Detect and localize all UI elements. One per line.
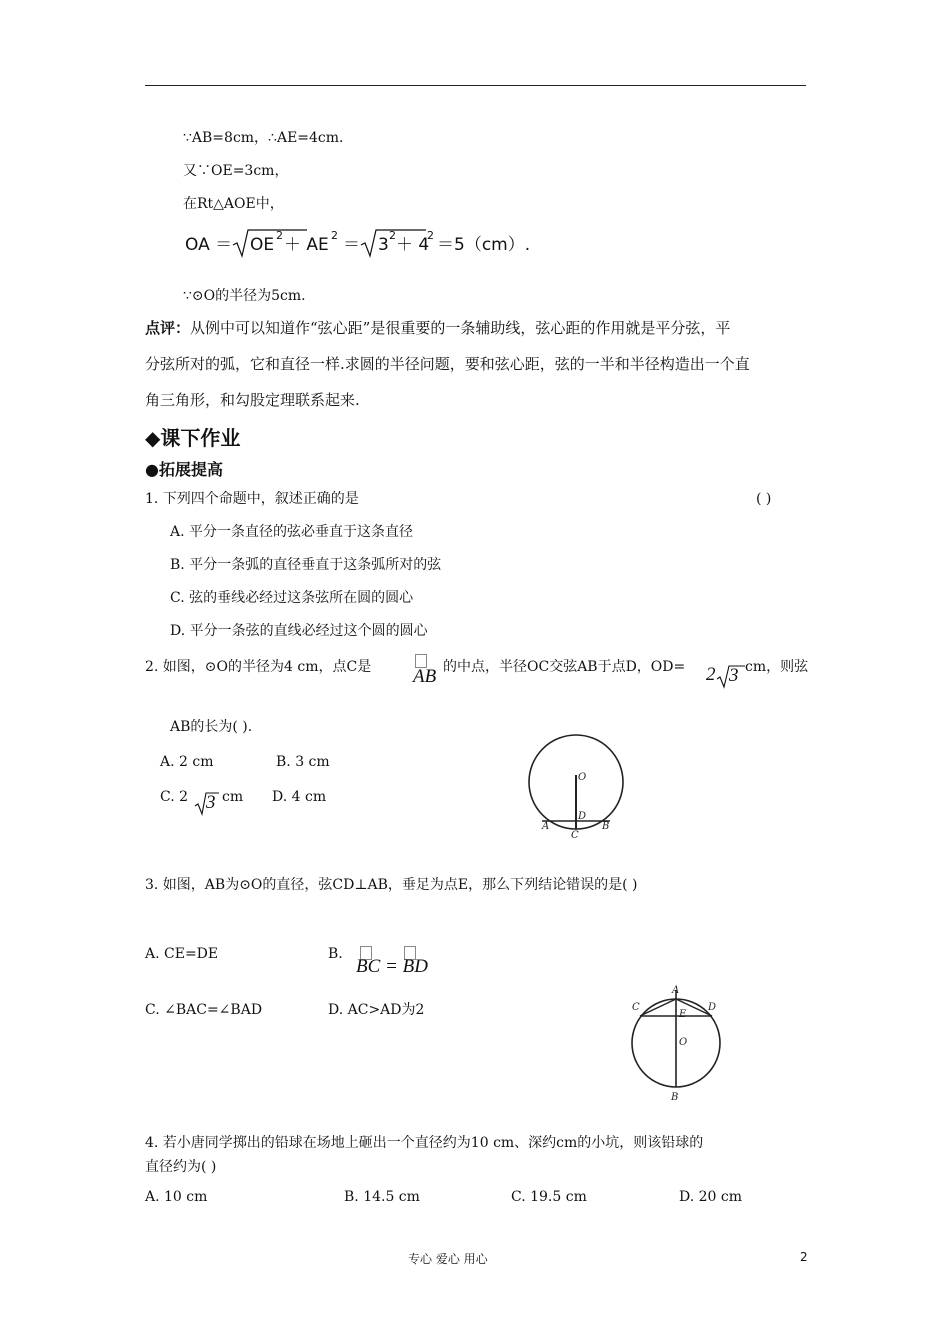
q3-option-b-label: B. [328, 946, 343, 962]
q3-figure [618, 980, 748, 1104]
q3-option-d: D. AC>AD为2 [328, 1002, 425, 1018]
q1-answer-bracket: ( ) [756, 491, 772, 507]
footer-motto: 专心 爱心 用心 [408, 1252, 488, 1266]
solution-line-2: 又∵OE=3cm， [183, 163, 289, 179]
fig2-label-d: D [578, 811, 587, 822]
comment-line-3: 角三角形，和勾股定理联系起来. [145, 391, 360, 409]
page-number: 2 [800, 1250, 808, 1264]
svg-text:OE: OE [250, 235, 275, 255]
svg-text:＝: ＝ [343, 235, 360, 255]
fig3-label-c: C [632, 1002, 640, 1013]
fig3-label-b: B [671, 1092, 679, 1103]
svg-text:OA ＝: OA ＝ [185, 235, 233, 255]
q2-stem-part3: cm，则弦 [745, 659, 809, 675]
q2-arc-label: AB [413, 666, 437, 687]
q1-stem: 1. 下列四个命题中，叙述正确的是 [145, 491, 359, 507]
q2-figure [522, 728, 634, 840]
fig3-label-o: O [679, 1037, 688, 1048]
formula-graphic [183, 223, 543, 263]
q1-option-d: D. 平分一条弦的直线必经过这个圆的圆心 [170, 623, 428, 639]
q3-option-a: A. CE=DE [145, 946, 219, 962]
fig2-label-a: A [542, 821, 550, 832]
q4-option-d: D. 20 cm [679, 1189, 743, 1205]
q2-stem-line2: AB的长为( ). [170, 719, 253, 735]
q4-option-b: B. 14.5 cm [344, 1189, 420, 1205]
q2-option-c-radicand: 3 [206, 792, 216, 813]
q2-option-d: D. 4 cm [272, 789, 327, 805]
q1-option-c: C. 弦的垂线必经过这条弦所在圆的圆心 [170, 590, 414, 606]
solution-formula [183, 223, 543, 263]
solution-line-3: 在Rt△AOE中， [183, 196, 284, 212]
q2-option-b: B. 3 cm [276, 754, 330, 770]
q3-stem: 3. 如图，AB为⊙O的直径，弦CD⊥AB，垂足为点E，那么下列结论错误的是( ) [145, 877, 638, 893]
svg-text:＋ AE: ＋ AE [284, 235, 329, 255]
q2-option-c-prefix: C. 2 [160, 789, 189, 805]
q1-option-b: B. 平分一条弧的直径垂直于这条弧所对的弦 [170, 557, 442, 573]
q1-option-a: A. 平分一条直径的弦必垂直于这条直径 [170, 524, 414, 540]
svg-text:2: 2 [427, 229, 434, 242]
q3-b-arcs: BC = BD [356, 956, 428, 977]
solution-line-5: ∵⊙O的半径为5cm. [183, 288, 306, 304]
q4-option-a: A. 10 cm [145, 1189, 208, 1205]
solution-line-1: ∵AB=8cm，∴AE=4cm. [183, 130, 344, 146]
q3-option-c: C. ∠BAC=∠BAD [145, 1002, 263, 1018]
q4-option-c: C. 19.5 cm [511, 1189, 587, 1205]
svg-text:＝5（cm）.: ＝5（cm）. [437, 235, 531, 255]
comment-line-2: 分弦所对的弧，它和直径一样.求圆的半径问题，要和弦心距，弦的一半和半径构造出一个直 [145, 355, 750, 373]
q2-stem-part2: 的中点，半径OC交弦AB于点D，OD= [443, 659, 686, 675]
fig3-label-e: E [679, 1009, 687, 1020]
fig2-label-b: B [602, 821, 610, 832]
comment-text-1: 从例中可以知道作“弦心距”是很重要的一条辅助线，弦心距的作用就是平分弦，平 [190, 319, 731, 337]
q2-stem-part1: 2. 如图，⊙O的半径为4 cm，点C是 [145, 659, 372, 675]
fig3-label-d: D [708, 1002, 717, 1013]
comment-label: 点评： [145, 319, 191, 337]
q2-option-c-unit: cm [222, 789, 244, 805]
svg-text:2: 2 [331, 229, 338, 242]
subsection-title: ●拓展提高 [145, 460, 223, 479]
comment-line-1 [145, 318, 730, 338]
section-title: ◆课下作业 [145, 426, 241, 450]
q2-od-coef: 2 [706, 664, 716, 685]
svg-text:3: 3 [378, 235, 389, 255]
svg-text:2: 2 [389, 229, 396, 242]
fig2-label-o: O [578, 772, 587, 783]
fig3-label-a: A [672, 985, 680, 996]
q2-od-radicand: 3 [729, 665, 739, 686]
q2-option-a: A. 2 cm [160, 754, 214, 770]
q4-stem-line1: 4. 若小唐同学掷出的铅球在场地上砸出一个直径约为10 cm、深约cm的小坑，则该铅球的 [145, 1135, 704, 1151]
fig2-label-c: C [571, 830, 579, 840]
svg-text:＋ 4: ＋ 4 [396, 235, 430, 255]
header-rule [145, 85, 806, 86]
svg-text:2: 2 [276, 229, 283, 242]
q4-stem-line2: 直径约为( ) [145, 1159, 217, 1175]
